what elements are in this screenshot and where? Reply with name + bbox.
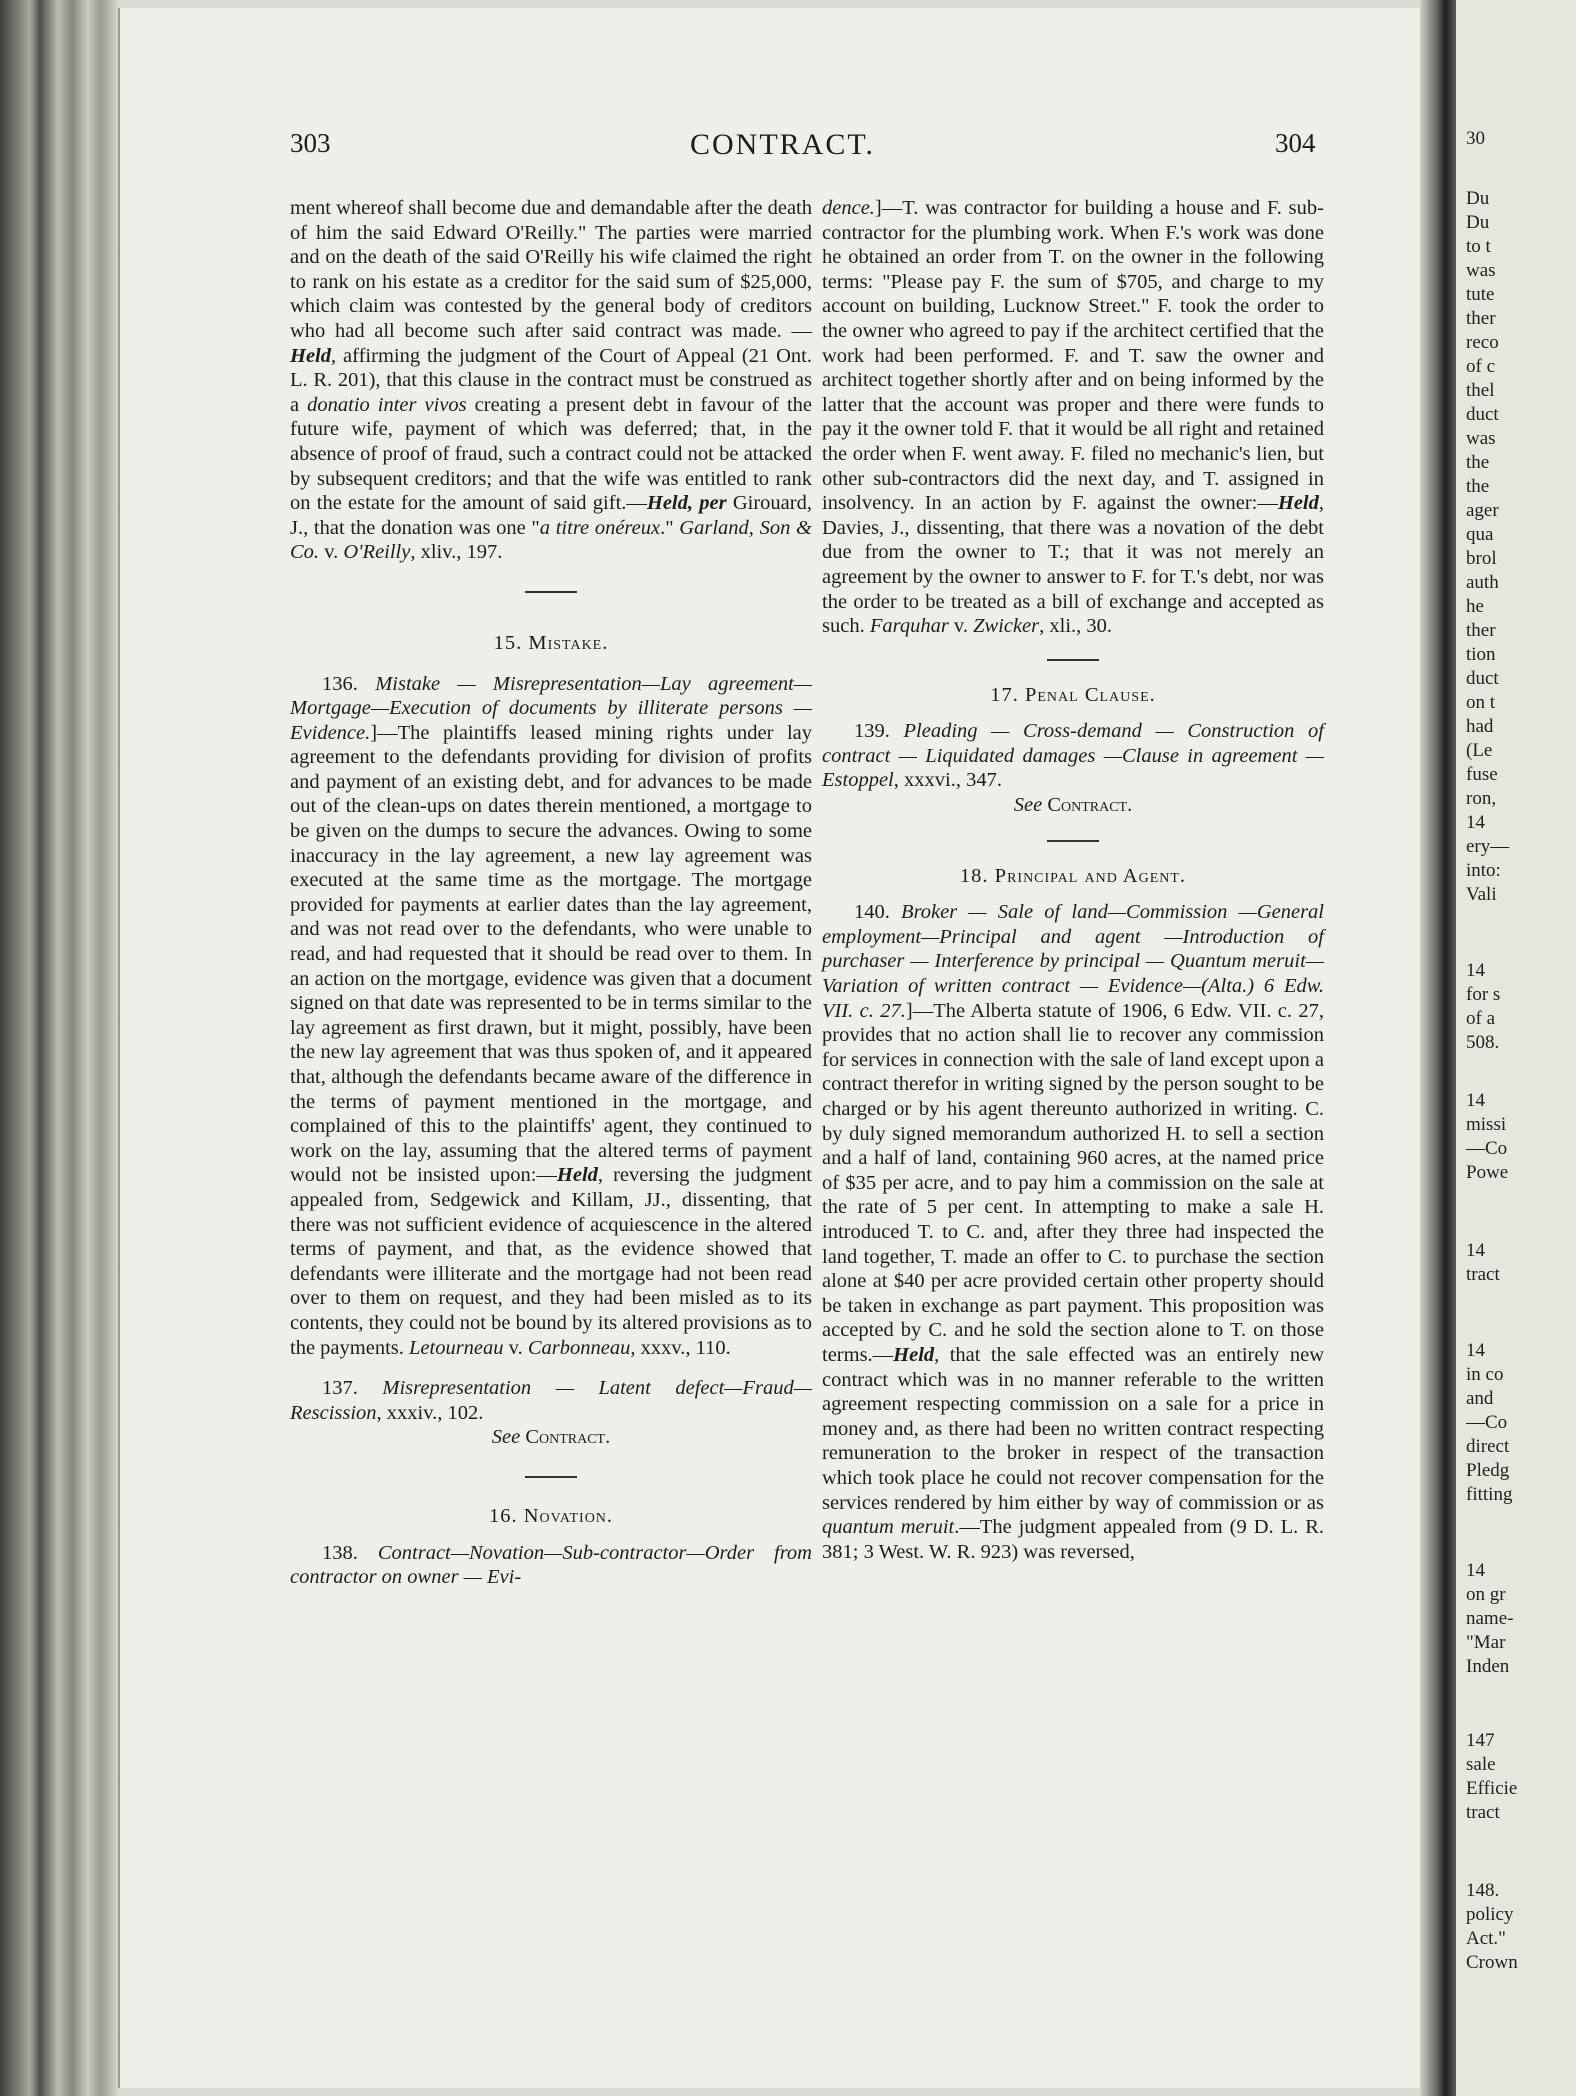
next-page-fragment: Powe [1466,1162,1509,1183]
next-page-fragment: Efficie [1466,1778,1518,1799]
next-page-fragment: ager [1466,500,1499,521]
next-page-fragment: tion [1466,644,1496,665]
next-page-fragment: tract [1466,1802,1500,1823]
next-page-fragment: to t [1466,236,1491,257]
page-number-right: 304 [1275,128,1316,158]
cross-reference-137: See Contract. [491,1426,611,1449]
next-page-fragment: brol [1466,548,1497,569]
left-column [290,196,812,1590]
next-page-fragment: qua [1466,524,1494,545]
next-page-fragment: tract [1466,1264,1500,1285]
next-page-fragment: auth [1466,572,1499,593]
next-page-fragment: —Co [1466,1412,1508,1433]
next-page-fragment: tute [1466,284,1495,305]
next-page-fragment: thel [1466,380,1495,401]
next-page-fragment: fuse [1466,764,1498,785]
section-heading-principal-and-agent: 18. Principal and Agent. [959,864,1187,887]
next-page-fragment: and [1466,1388,1494,1409]
paragraph-140: 140. Broker — Sale of land—Commission —General employment—Principal and agent —Introduction of purchaser — Interference by principal — Quantum meruit—Variation of written contract — Evidence—(Alta.) 6 Edw. VII. c. 27.]—The Alberta statute of 1906, 6 Edw. VII. c. 27, provides that no action shall lie to recover any commission for services in connection with the sale of land except upon a contract therefor in writing signed by the person sought to be charged or by his agent thereunto authorized in writing. C. by duly signed memorandum authorized H. to sell a section and a half of land, containing 960 acres, at the named price of $35 per acre, and to pay him a commission on the sale at the rate of 5 per cent. In attempting to make a sale H. introduced T. to C. and, after they three had inspected the land together, T. made an offer to C. to purchase the section alone at $40 per acre provided certain other property should be taken in exchange as part payment. This proposition was accepted by C. and he sold the section alone to T. on those terms.—Held, that the sale effected was an entirely new contract which was in no manner referable to the written agreement respecting commission on a sale for a price in money and, as there had been no written contract respecting remuneration to the broker in respect of the transaction which took place he could not recover compensation for the services rendered by him either by way of commission or as quantum meruit.—The judgment appealed from (9 D. L. R. 381; 3 West. W. R. 923) was reversed, [822,901,1325,1563]
next-page-fragment: Vali [1466,884,1497,905]
paragraph-138-continuation: dence.]—T. was contractor for building a house and F. sub-contractor for the plumbing work. When F.'s work was done he obtained an order from T. on the owner in the following terms: "Please pay F. the sum of $705, and charge to my account on building, Lucknow Street." F. took the order to the owner who agreed to pay if the architect certified that the work had been performed. F. and T. saw the owner and architect together shortly after and on being informed by the latter that the account was proper and there were funds to pay it the owner told F. that it would be all right and retained the order when F. went away. F. filed no mechanic's lien, but other sub-contractors did the next day, and T. assigned in insolvency. In an action by F. against the owner:—Held, Davies, J., dissenting, that there was a novation of the debt due from the owner to T.; that it was not merely an agreement by the owner to answer to F. for T.'s debt, nor was the order to be treated as a bill of exchange and accepted as such. Farquhar v. Zwicker, xli., 30. [822,197,1324,638]
next-page-fragment: in co [1466,1364,1504,1385]
next-page-fragment: —Co [1466,1138,1508,1159]
next-page-fragment: ther [1466,308,1496,329]
next-page-fragment: 14 [1466,1240,1485,1261]
next-page-fragment: Crown [1466,1952,1518,1973]
next-page-fragment: 14 [1466,960,1485,981]
paragraph-135-continuation: ment whereof shall become due and demandable after the death of him the said Edward O'Reilly." The parties were married and on the death of the said O'Reilly his wife claimed the right to rank on his estate as a creditor for the said sum of $25,000, which claim was contested by the general body of creditors who had all become such after said contract was made. — Held, affirming the judgment of the Court of Appeal (21 Ont. L. R. 201), that this clause in the contract must be construed as a donatio inter vivos creating a present debt in favour of the future wife, payment of which was deferred; that, in the absence of proof of fraud, such a contract could not be attacked by subsequent creditors; and that the wife was entitled to rank on the estate for the amount of said gift.—Held, per Girouard, J., that the donation was one "a titre onéreux." Garland, Son & Co. v. O'Reilly, xliv., 197. [290,197,812,564]
next-page-fragment: had [1466,716,1494,737]
next-page-fragment: 14 [1466,1340,1485,1361]
next-page-fragment: duct [1466,404,1499,425]
next-page-fragment: policy [1466,1904,1514,1925]
next-page-fragment: he [1466,596,1484,617]
next-page-fragment: 14 [1466,1560,1485,1581]
next-page-fragment: Pledg [1466,1460,1510,1481]
next-page-fragment: 14 [1466,1090,1485,1111]
paragraph-138-start: 138. Contract—Novation—Sub-contractor—Order from contractor on owner — Evi- [290,1541,812,1589]
next-page-fragment: was [1466,428,1496,449]
next-page-fragment: 14 [1466,812,1485,833]
next-page-fragment: name- [1466,1608,1514,1629]
paragraph-139: 139. Pleading — Cross-demand — Construction of contract — Liquidated damages —Clause in agreement — Estoppel, xxxvi., 347. [822,720,1324,792]
next-page-edge [1456,0,1576,2096]
next-page-fragment: on gr [1466,1584,1506,1605]
next-page-fragment: fitting [1466,1484,1513,1505]
next-page-fragment: 148. [1466,1880,1500,1901]
next-page-fragment: into: [1466,860,1501,881]
next-page-fragment: the [1466,476,1490,497]
next-page-fragment: Du [1466,188,1490,209]
paragraph-136: 136. Mistake — Misrepresentation—Lay agreement—Mortgage—Execution of documents by illiterate persons — Evidence.]—The plaintiffs leased mining rights under lay agreement to the defendants providing for division of profits and payment of an existing debt, and for advances to be made out of the clean-ups on dates therein mentioned, a mortgage to be given on the dumps to secure the advances. Owing to some inaccuracy in the lay agreement, a new lay agreement was executed at the same time as the mortgage. The mortgage provided for payments at earlier dates than the lay agreement, and was not read over to the defendants, who were unable to read, and had requested that it should be read over to them. In an action on the mortgage, evidence was given that a document signed on that date was represented to be in terms similar to the lay agreement as first drawn, but it might, possibly, have been the new lay agreement that was thus spoken of, and it appeared that, although the defendants became aware of the difference in the terms of payment mentioned in the mortgage, and complained of this to the plaintiffs' agent, they continued to work on the lay, assuming that the altered terms of payment would not be insisted upon:—Held, reversing the judgment appealed from, Sedgewick and Killam, JJ., dissenting, that there was not sufficient evidence of acquiescence in the altered terms of payment, and that, as the evidence showed that defendants were illiterate and the mortgage had not been read over to them on request, and they had been misled as to its contents, they could not be bound by its altered provisions as to the payments. Letourneau v. Carbonneau, xxxv., 110. [290,672,812,1359]
next-page-fragment: Du [1466,212,1490,233]
next-page-fragment: ron, [1466,788,1497,809]
right-column [822,196,1324,1564]
page-number-left: 303 [290,128,331,158]
next-page-fragment: on t [1466,692,1496,713]
next-page-fragment: the [1466,452,1490,473]
next-page-fragment: 147 [1466,1730,1495,1751]
next-page-fragment: sale [1466,1754,1496,1775]
section-heading-novation: 16. Novation. [488,1504,614,1527]
book-binding-edge [0,0,118,2096]
paragraph-137: 137. Misrepresentation — Latent defect—Fraud—Rescission, xxxiv., 102. [290,1377,812,1424]
next-page-fragment: Act." [1466,1928,1506,1949]
section-heading-mistake: 15. Mistake. [493,631,609,654]
next-page-fragment: of a [1466,1008,1496,1029]
next-page-fragment: direct [1466,1436,1510,1457]
next-page-fragment: reco [1466,332,1499,353]
next-page-fragment: was [1466,260,1496,281]
next-page-fragment: missi [1466,1114,1507,1135]
next-page-fragment: ery— [1466,836,1510,857]
next-page-fragment: ther [1466,620,1496,641]
next-page-fragment: for s [1466,984,1501,1005]
section-heading-penal-clause: 17. Penal Clause. [990,683,1156,706]
book-gutter [1420,0,1456,2096]
next-page-fragment: of c [1466,356,1496,377]
running-title: CONTRACT. [690,128,875,161]
next-page-fragment: 30 [1466,128,1485,149]
next-page-fragment: duct [1466,668,1499,689]
next-page-fragment: 508. [1466,1032,1500,1053]
next-page-fragment: (Le [1466,740,1493,761]
next-page-fragment: "Mar [1466,1632,1506,1653]
cross-reference-139: See Contract. [1013,794,1133,817]
next-page-fragment: Inden [1466,1656,1510,1677]
